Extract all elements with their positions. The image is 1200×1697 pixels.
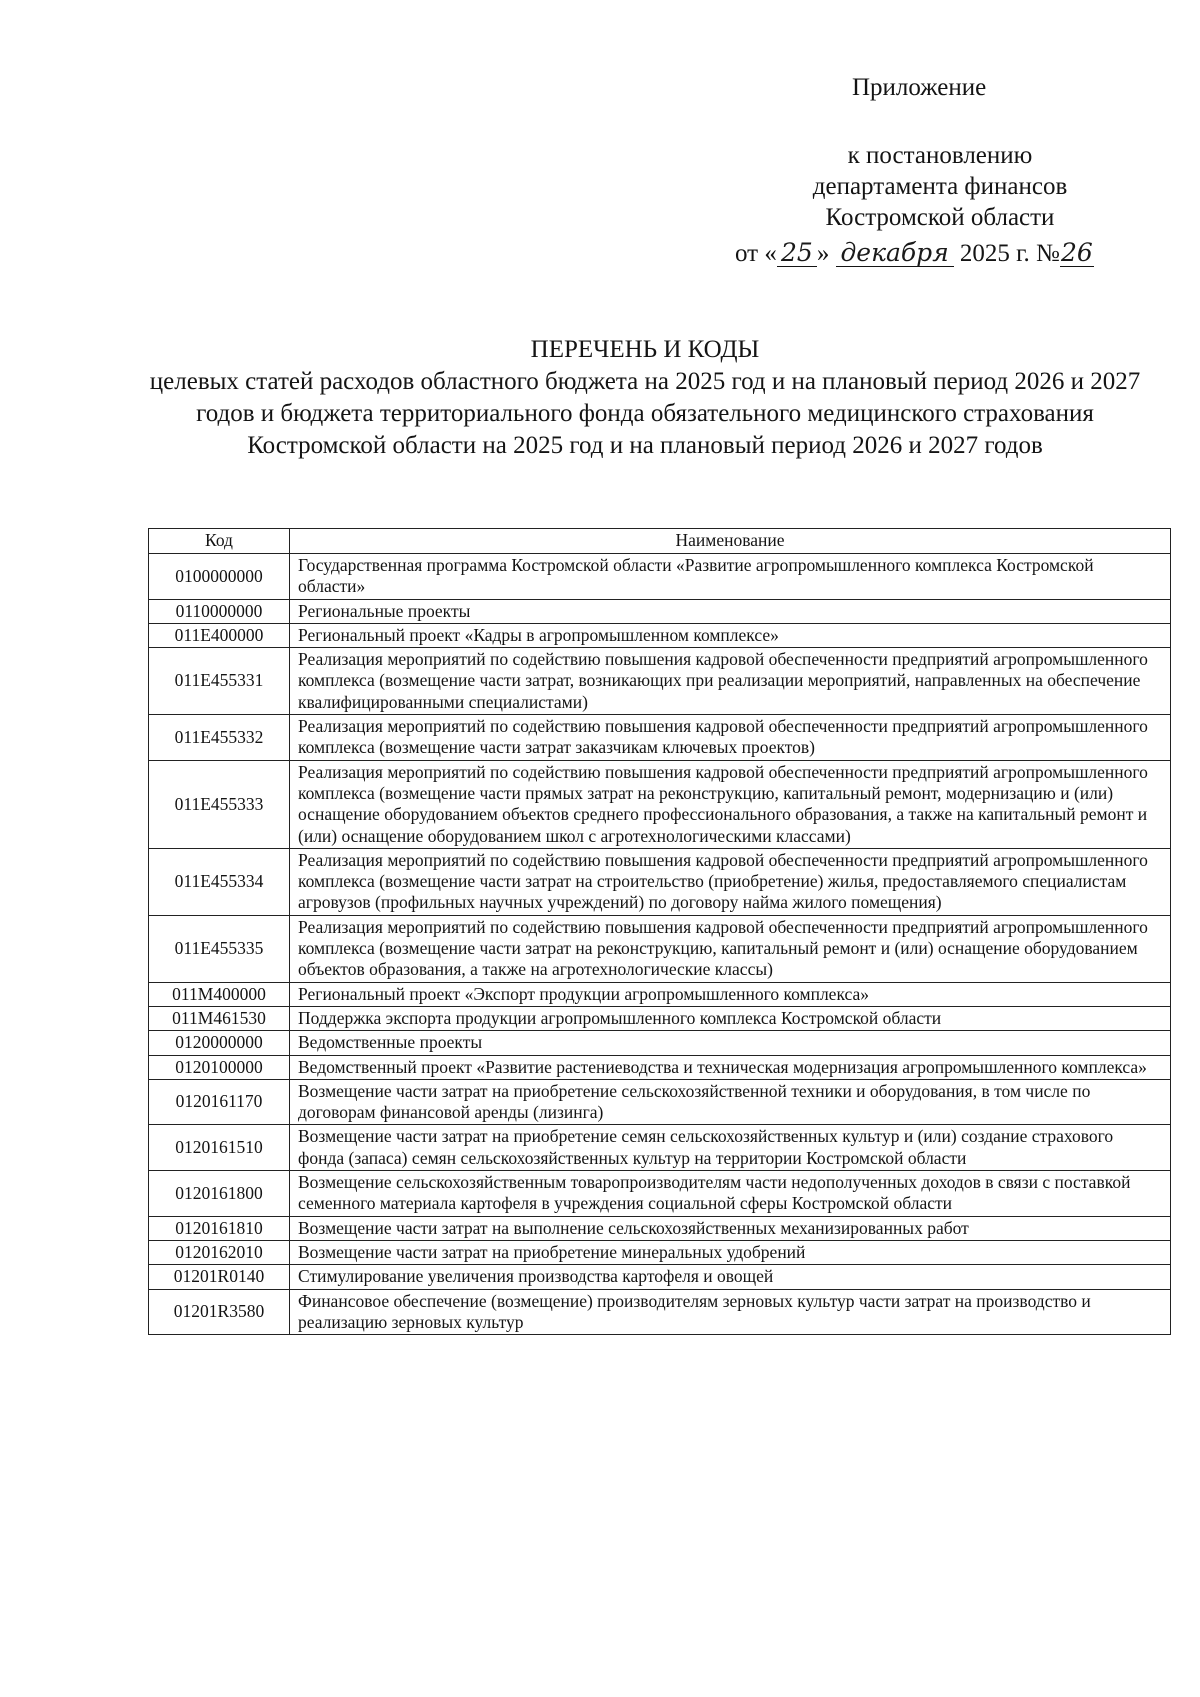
document-title-block — [140, 334, 1150, 462]
row-name: Возмещение части затрат на приобретение сельскохозяйственной техники и оборудования, в том числе по договорам финансовой аренды (лизинга) — [290, 1079, 1171, 1125]
row-name: Реализация мероприятий по содействию повышения кадровой обеспеченности предприятий агропромышленного комплекса (возмещение части затрат заказчикам ключевых проектов) — [290, 715, 1171, 761]
row-code: 011M461530 — [149, 1006, 290, 1030]
table-row — [149, 715, 1171, 761]
table-row — [149, 1031, 1171, 1055]
row-name: Стимулирование увеличения производства картофеля и овощей — [290, 1265, 1171, 1289]
date-year: 2025 г. № — [959, 240, 1060, 267]
row-code: 011M400000 — [149, 982, 290, 1006]
row-name: Реализация мероприятий по содействию повышения кадровой обеспеченности предприятий агропромышленного комплекса (возмещение части прямых затрат на реконструкцию, капитальный ремонт, модернизацию и (или) оснащение оборудованием объектов среднего профессионального образования, а также на капитальный ремонт и (или) оснащение оборудованием школ с агротехнологическими классами) — [290, 760, 1171, 848]
handwritten-number: 26 — [1061, 238, 1093, 267]
column-header-code: Код — [149, 529, 290, 554]
column-header-name: Наименование — [290, 529, 1171, 554]
row-code: 011E455331 — [149, 648, 290, 715]
table-row — [149, 1265, 1171, 1289]
row-name: Возмещение сельскохозяйственным товаропроизводителям части недополученных доходов в связи с поставкой семенного материала картофеля в учреждения социальной сферы Костромской области — [290, 1171, 1171, 1217]
table-row — [149, 1055, 1171, 1079]
handwritten-month: декабря — [836, 240, 954, 267]
approval-line: департамента финансов — [812, 173, 1068, 200]
row-name: Ведомственные проекты — [290, 1031, 1171, 1055]
row-code: 011E455335 — [149, 915, 290, 982]
table-row — [149, 1289, 1171, 1335]
table-row — [149, 1216, 1171, 1240]
row-code: 01201R0140 — [149, 1265, 290, 1289]
table-row — [149, 760, 1171, 848]
row-name: Реализация мероприятий по содействию повышения кадровой обеспеченности предприятий агропромышленного комплекса (возмещение части затрат на реконструкцию, капитальный ремонт и (или) оснащение оборудованием объектов образования, а также на агротехнологические классы) — [290, 915, 1171, 982]
row-name: Реализация мероприятий по содействию повышения кадровой обеспеченности предприятий агропромышленного комплекса (возмещение части затрат на строительство (приобретение) жилья, предоставляемого специалистам агровузов (профильных научных учреждений) по договору найма жилого помещения) — [290, 848, 1171, 915]
target-items-table — [148, 528, 1171, 1335]
row-name: Возмещение части затрат на выполнение сельскохозяйственных механизированных работ — [290, 1216, 1171, 1240]
document-subtitle: целевых статей расходов областного бюджета на 2025 год и на плановый период 2026 и 2027 годов и бюджета территориального фонда обязательного медицинского страхования Костромской области на 2025 год и на плановый период 2026 и 2027 годов — [149, 368, 1141, 459]
table-row — [149, 1079, 1171, 1125]
row-code: 0120100000 — [149, 1055, 290, 1079]
table-row — [149, 848, 1171, 915]
row-code: 011E455334 — [149, 848, 290, 915]
row-code: 0100000000 — [149, 554, 290, 600]
approval-block — [720, 140, 1160, 233]
row-name: Возмещение части затрат на приобретение семян сельскохозяйственных культур и (или) создание страхового фонда (запаса) семян сельскохозяйственных культур на территории Костромской области — [290, 1125, 1171, 1171]
date-mid: » — [816, 240, 830, 267]
row-code: 0120161800 — [149, 1171, 290, 1217]
handwritten-day: 25 — [777, 240, 817, 267]
row-name: Ведомственный проект «Развитие растениеводства и техническая модернизация агропромышленного комплекса» — [290, 1055, 1171, 1079]
row-name: Государственная программа Костромской области «Развитие агропромышленного комплекса Костромской области» — [290, 554, 1171, 600]
row-code: 0120000000 — [149, 1031, 290, 1055]
approval-line: Костромской области — [825, 204, 1055, 231]
row-code: 0110000000 — [149, 599, 290, 623]
row-name: Поддержка экспорта продукции агропромышленного комплекса Костромской области — [290, 1006, 1171, 1030]
row-name: Реализация мероприятий по содействию повышения кадровой обеспеченности предприятий агропромышленного комплекса (возмещение части затрат, возникающих при реализации мероприятий, направленных на обеспечение квалифицированными специалистами) — [290, 648, 1171, 715]
row-code: 011E400000 — [149, 623, 290, 647]
row-name: Возмещение части затрат на приобретение минеральных удобрений — [290, 1240, 1171, 1264]
approval-line: к постановлению — [847, 142, 1033, 169]
row-code: 0120162010 — [149, 1240, 290, 1264]
appendix-label: Приложение — [852, 74, 987, 101]
row-name: Региональный проект «Экспорт продукции агропромышленного комплекса» — [290, 982, 1171, 1006]
row-code: 0120161810 — [149, 1216, 290, 1240]
row-code: 0120161170 — [149, 1079, 290, 1125]
resolution-date — [735, 240, 1094, 268]
table-row — [149, 1125, 1171, 1171]
row-name: Региональный проект «Кадры в агропромышленном комплексе» — [290, 623, 1171, 647]
table-row — [149, 1171, 1171, 1217]
row-name: Финансовое обеспечение (возмещение) производителям зерновых культур части затрат на производство и реализацию зерновых культур — [290, 1289, 1171, 1335]
table-row — [149, 982, 1171, 1006]
date-prefix: от « — [735, 240, 777, 267]
row-name: Региональные проекты — [290, 599, 1171, 623]
table-row — [149, 554, 1171, 600]
table-header-row — [149, 529, 1171, 554]
table-row — [149, 648, 1171, 715]
table-row — [149, 623, 1171, 647]
row-code: 01201R3580 — [149, 1289, 290, 1335]
row-code: 0120161510 — [149, 1125, 290, 1171]
row-code: 011E455332 — [149, 715, 290, 761]
document-title: ПЕРЕЧЕНЬ И КОДЫ — [530, 336, 760, 363]
table-row — [149, 1006, 1171, 1030]
row-code: 011E455333 — [149, 760, 290, 848]
table-row — [149, 915, 1171, 982]
table-row — [149, 599, 1171, 623]
table-row — [149, 1240, 1171, 1264]
